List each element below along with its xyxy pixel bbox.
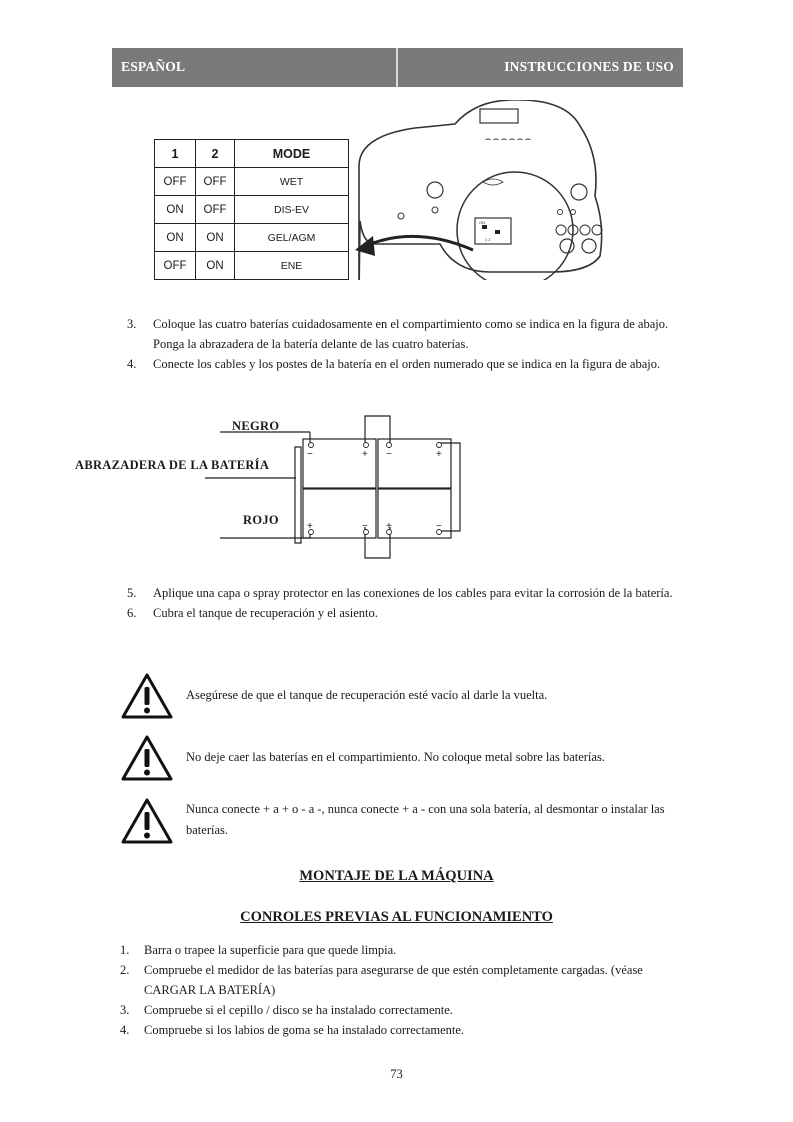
polarity-marks: [307, 449, 442, 532]
header-cell-switch-2: 2: [196, 140, 235, 168]
cell-switch-1: OFF: [155, 252, 196, 280]
header-section: INSTRUCCIONES DE USO: [504, 59, 674, 74]
list-item: [127, 314, 673, 354]
list-number: 6.: [127, 606, 137, 620]
warning-icon: [120, 672, 174, 720]
button-right-3: [580, 225, 590, 235]
warning-icon: [120, 797, 174, 845]
warning-text: Asegúrese de que el tanque de recuperación esté vacío al darle la vuelta.: [186, 688, 548, 702]
list-text: Aplique una capa o spray protector en las conexiones de los cables para evitar la corrosión de la batería.: [153, 586, 673, 600]
list-item: [120, 940, 684, 960]
dial-right-1: [560, 239, 574, 253]
subsection-title: [0, 909, 793, 926]
list-text: Barra o trapee la superficie para que quede limpia.: [144, 943, 397, 957]
section-title-text: MONTAJE DE LA MÁQUINA: [299, 868, 494, 884]
mode-table-header: [155, 140, 349, 168]
terminal: [364, 443, 369, 448]
warning-icon: [120, 734, 174, 782]
led-row: [485, 139, 531, 140]
table-row: [155, 196, 349, 224]
led-dot: [493, 139, 499, 140]
header-cell-mode: MODE: [235, 140, 349, 168]
page-header: [112, 48, 683, 87]
dip-switch-tag: ON: [479, 220, 485, 225]
list-number: 2.: [120, 963, 130, 977]
cell-mode: ENE: [235, 252, 349, 280]
steps-list-1: [127, 314, 673, 374]
list-text: Conecte los cables y los postes de la batería en el orden numerado que se indica en la figura de abajo.: [153, 357, 661, 371]
header-divider: [396, 48, 398, 87]
mode-table: [154, 139, 349, 280]
table-row: [155, 168, 349, 196]
label-rojo: ROJO: [243, 513, 279, 527]
warning-text: Nunca conecte + a + o - a -, nunca conecte + a - con una sola batería, al desmontar o instalar las baterías.: [186, 802, 665, 837]
dial-right-2: [582, 239, 596, 253]
list-number: 3.: [127, 317, 137, 331]
polarity-minus: −: [362, 521, 368, 532]
battery-wiring-diagram: [60, 414, 470, 564]
label-abrazadera: ABRAZADERA DE LA BATERÍA: [75, 458, 270, 472]
button-right-4: [592, 225, 602, 235]
terminal: [387, 443, 392, 448]
list-number: 4.: [127, 357, 137, 371]
dip-switch-digits: 1 2: [485, 237, 491, 242]
list-item: [120, 960, 684, 1000]
cell-switch-2: OFF: [196, 168, 235, 196]
header-cell-switch-1: 1: [155, 140, 196, 168]
list-number: 3.: [120, 1003, 130, 1017]
lcd-display: [480, 109, 518, 123]
battery-clamp: [295, 447, 301, 543]
polarity-plus: +: [307, 521, 313, 532]
hole-right-2: [571, 210, 576, 215]
knob-right: [571, 184, 587, 200]
panel-dial-circle: [457, 172, 573, 280]
hole-left: [432, 207, 438, 213]
led-dot: [517, 139, 523, 140]
list-item: [127, 603, 673, 623]
list-text: Coloque las cuatro baterías cuidadosamente en el compartimiento como se indica en la figura de abajo. Ponga la abrazadera de la batería delante de las cuatro baterías.: [153, 317, 669, 351]
list-item: [127, 583, 673, 603]
led-dot: [509, 139, 515, 140]
section-title: [0, 868, 793, 885]
list-number: 1.: [120, 943, 130, 957]
cell-switch-1: ON: [155, 224, 196, 252]
polarity-plus: +: [362, 449, 368, 460]
list-number: 5.: [127, 586, 137, 600]
label-negro: NEGRO: [232, 419, 280, 433]
table-row: [155, 224, 349, 252]
hole-right-1: [558, 210, 563, 215]
panel-display: [475, 108, 545, 140]
list-text: Cubra el tanque de recuperación y el asiento.: [153, 606, 378, 620]
page-number: 73: [390, 1067, 403, 1081]
cell-switch-1: OFF: [155, 168, 196, 196]
polarity-minus: −: [386, 449, 392, 460]
knob-left: [427, 182, 443, 198]
mount-hole: [398, 213, 404, 219]
polarity-minus: −: [436, 521, 442, 532]
list-text: Compruebe si el cepillo / disco se ha instalado correctamente.: [144, 1003, 453, 1017]
dip-switch-2: [495, 230, 500, 234]
terminal: [437, 443, 442, 448]
subsection-title-text: CONROLES PREVIAS AL FUNCIONAMIENTO: [240, 909, 553, 925]
warning-text: No deje caer las baterías en el compartimiento. No coloque metal sobre las baterías.: [186, 750, 605, 764]
polarity-plus: +: [386, 521, 392, 532]
polarity-minus: −: [307, 449, 313, 460]
steps-list-2: [127, 583, 673, 623]
led-dot: [501, 139, 507, 140]
list-text: Compruebe el medidor de las baterías para asegurarse de que estén completamente cargadas. (véase CARGAR LA BATERÍA): [144, 963, 643, 997]
list-number: 4.: [120, 1023, 130, 1037]
list-item: [120, 1020, 684, 1040]
cell-switch-2: OFF: [196, 196, 235, 224]
list-text: Compruebe si los labios de goma se ha instalado correctamente.: [144, 1023, 465, 1037]
cell-mode: WET: [235, 168, 349, 196]
table-row: [155, 252, 349, 280]
list-item: [120, 1000, 684, 1020]
cell-switch-1: ON: [155, 196, 196, 224]
checks-list: [120, 940, 684, 1040]
button-right-1: [556, 225, 566, 235]
led-dot: [485, 139, 491, 140]
polarity-plus: +: [436, 449, 442, 460]
cell-switch-2: ON: [196, 224, 235, 252]
cell-mode: GEL/AGM: [235, 224, 349, 252]
led-dot: [525, 139, 531, 140]
cell-mode: DIS-EV: [235, 196, 349, 224]
list-item: [127, 354, 673, 374]
terminal: [309, 443, 314, 448]
header-language: ESPAÑOL: [121, 59, 186, 74]
cell-switch-2: ON: [196, 252, 235, 280]
dip-switch-1: [482, 225, 487, 229]
